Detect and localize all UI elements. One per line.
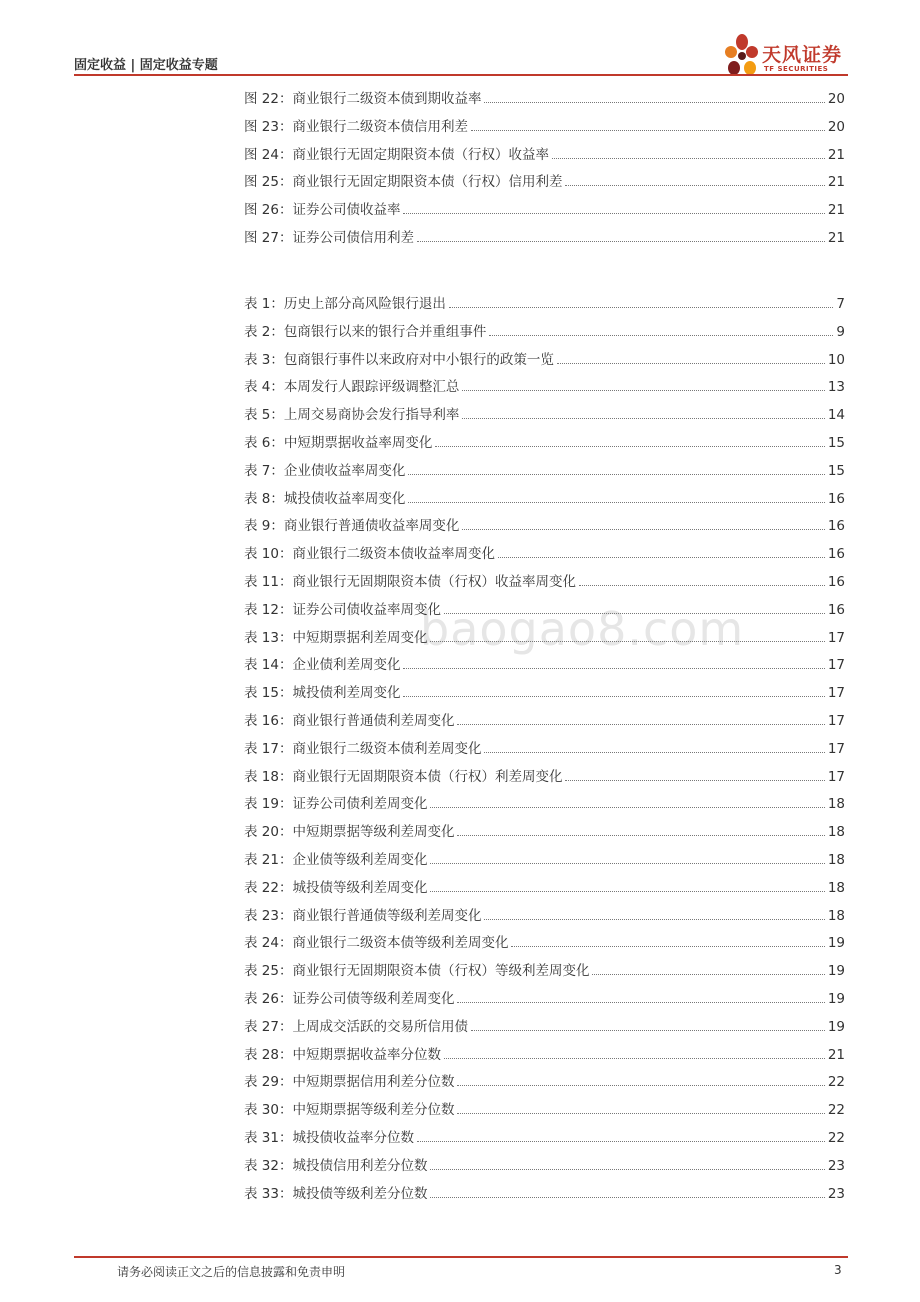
toc-entry[interactable] [244, 375, 845, 395]
toc-entry[interactable] [244, 292, 845, 312]
toc-dot-leader [403, 696, 824, 697]
toc-entry[interactable] [244, 626, 845, 646]
toc-entry-label: 表 22：城投债等级利差周变化 [244, 879, 428, 896]
toc-entry-page: 18 [827, 907, 845, 924]
toc-dot-leader [444, 613, 825, 614]
toc-entry-label: 表 33：城投债等级利差分位数 [244, 1185, 428, 1202]
toc-entry-label: 表 19：证券公司债利差周变化 [244, 796, 428, 813]
toc-dot-leader [457, 835, 824, 836]
toc-entry-label: 表 29：中短期票据信用利差分位数 [244, 1074, 455, 1091]
toc-entry[interactable] [244, 170, 845, 190]
toc-entry-label: 表 8：城投债收益率周变化 [244, 490, 406, 507]
toc-entry-page: 16 [827, 546, 845, 563]
toc-dot-leader [417, 1141, 825, 1142]
toc-entry[interactable] [244, 1182, 845, 1202]
toc-entry[interactable] [244, 820, 845, 840]
toc-entry-page: 17 [827, 740, 845, 757]
toc-entry-page: 15 [827, 435, 845, 451]
toc-entry-label: 图 22：商业银行二级资本债到期收益率 [244, 91, 482, 107]
toc-dot-leader [484, 919, 824, 920]
toc-entry-page: 13 [827, 379, 845, 396]
toc-entry-page: 19 [827, 1018, 845, 1035]
toc-entry[interactable] [244, 709, 845, 729]
toc-entry-page: 23 [827, 1157, 845, 1174]
toc-entry-label: 图 27：证券公司债信用利差 [244, 230, 414, 246]
toc-dot-leader [457, 724, 824, 725]
toc-entry-page: 9 [836, 323, 845, 340]
toc-entry-page: 17 [827, 713, 845, 729]
footer-divider [74, 1256, 848, 1258]
toc-entry-page: 16 [827, 574, 845, 590]
toc-entry-label: 表 28：中短期票据收益率分位数 [244, 1046, 441, 1063]
toc-entry[interactable] [244, 514, 845, 534]
logo-petals-icon [722, 32, 762, 80]
toc-entry[interactable] [244, 143, 845, 163]
watermark: baogao8.com [420, 602, 745, 656]
toc-entry-label: 表 7：企业债收益率周变化 [244, 462, 406, 479]
toc-entry-label: 表 24：商业银行二级资本债等级利差周变化 [244, 935, 509, 952]
toc-entry[interactable] [244, 1098, 845, 1118]
toc-entry-label: 表 25：商业银行无固期限资本债（行权）等级利差周变化 [244, 963, 590, 980]
toc-entry-label: 表 32：城投债信用利差分位数 [244, 1157, 428, 1174]
toc-dot-leader [557, 363, 825, 364]
toc-entry[interactable] [244, 1015, 845, 1035]
toc-dot-leader [498, 557, 825, 558]
toc-entry-label: 表 1：历史上部分高风险银行退出 [244, 296, 446, 312]
toc-entry-page: 22 [827, 1074, 845, 1091]
toc-entry[interactable] [244, 198, 845, 218]
toc-dot-leader [552, 158, 825, 159]
toc-entry-page: 19 [827, 991, 845, 1007]
toc-entry[interactable] [244, 459, 845, 479]
toc-dot-leader [430, 807, 824, 808]
toc-entry-page: 21 [827, 202, 845, 219]
toc-dot-leader [430, 1169, 824, 1170]
header-section-label: 固定收益 | 固定收益专题 [74, 58, 218, 73]
toc-entry-page: 22 [827, 1102, 845, 1119]
toc-entry-page: 19 [827, 963, 845, 980]
toc-dot-leader [484, 102, 824, 103]
toc-dot-leader [417, 241, 825, 242]
toc-entry[interactable] [244, 487, 845, 507]
toc-entry-page: 16 [827, 490, 845, 507]
toc-entry-page: 7 [836, 296, 845, 312]
toc-dot-leader [565, 780, 824, 781]
toc-entry[interactable] [244, 765, 845, 785]
toc-dot-leader [462, 390, 824, 391]
toc-entry[interactable] [244, 904, 845, 924]
toc-dot-leader [449, 307, 834, 308]
toc-entry[interactable] [244, 959, 845, 979]
toc-entry-page: 18 [827, 824, 845, 841]
toc-entry[interactable] [244, 226, 845, 246]
toc-entry-label: 表 17：商业银行二级资本债利差周变化 [244, 740, 482, 757]
toc-entry[interactable] [244, 431, 845, 451]
toc-entry-page: 21 [827, 146, 845, 163]
toc-dot-leader [489, 335, 833, 336]
toc-dot-leader [430, 863, 824, 864]
toc-entry[interactable] [244, 115, 845, 135]
toc-entry-page: 18 [827, 796, 845, 813]
toc-dot-leader [457, 1085, 824, 1086]
toc-entry[interactable] [244, 1043, 845, 1063]
toc-entry-label: 表 4：本周发行人跟踪评级调整汇总 [244, 379, 460, 396]
toc-entry-label: 表 9：商业银行普通债收益率周变化 [244, 518, 460, 535]
toc-dot-leader [430, 1197, 824, 1198]
toc-entry[interactable] [244, 987, 845, 1007]
toc-entry-page: 14 [827, 407, 845, 424]
toc-entry[interactable] [244, 1126, 845, 1146]
toc-entry[interactable] [244, 598, 845, 618]
toc-entry-label: 表 31：城投债收益率分位数 [244, 1130, 414, 1146]
toc-entry-label: 图 26：证券公司债收益率 [244, 202, 401, 219]
toc-dot-leader [435, 446, 824, 447]
toc-entry[interactable] [244, 570, 845, 590]
toc-entry[interactable] [244, 320, 845, 340]
toc-entry-page: 17 [827, 629, 845, 646]
toc-entry-page: 23 [827, 1185, 845, 1202]
toc-entry-label: 表 23：商业银行普通债等级利差周变化 [244, 907, 482, 924]
toc-dot-leader [457, 1002, 824, 1003]
toc-dot-leader [462, 418, 824, 419]
toc-entry[interactable] [244, 848, 845, 868]
toc-entry-page: 17 [827, 768, 845, 785]
toc-entry[interactable] [244, 931, 845, 951]
toc-entry-page: 16 [827, 601, 845, 618]
toc-entry-label: 表 30：中短期票据等级利差分位数 [244, 1102, 455, 1119]
toc-entry-label: 表 16：商业银行普通债利差周变化 [244, 713, 455, 729]
toc-entry-label: 表 20：中短期票据等级利差周变化 [244, 824, 455, 841]
company-logo [722, 32, 852, 80]
toc-entry[interactable] [244, 792, 845, 812]
toc-entry-page: 17 [827, 685, 845, 702]
toc-entry-page: 22 [827, 1130, 845, 1146]
toc-entry-page: 18 [827, 852, 845, 868]
toc-dot-leader [565, 185, 824, 186]
toc-entry-label: 图 24：商业银行无固定期限资本债（行权）收益率 [244, 146, 549, 163]
toc-dot-leader [444, 1058, 825, 1059]
toc-entry[interactable] [244, 653, 845, 673]
footer-disclaimer: 请务必阅读正文之后的信息披露和免责申明 [117, 1265, 346, 1279]
toc-entry[interactable] [244, 1154, 845, 1174]
toc-dot-leader [592, 974, 824, 975]
toc-entry-label: 表 11：商业银行无固期限资本债（行权）收益率周变化 [244, 574, 576, 590]
toc-entry-label: 表 12：证券公司债收益率周变化 [244, 601, 441, 618]
toc-dot-leader [430, 891, 824, 892]
toc-entry-label: 表 10：商业银行二级资本债收益率周变化 [244, 546, 495, 563]
toc-entry[interactable] [244, 737, 845, 757]
toc-dot-leader [462, 529, 824, 530]
toc-entry-page: 16 [827, 518, 845, 535]
toc-dot-leader [430, 641, 824, 642]
logo-name: 天风证券 [762, 44, 843, 66]
toc-dot-leader [484, 752, 824, 753]
toc-entry-label: 图 25：商业银行无固定期限资本债（行权）信用利差 [244, 174, 563, 191]
toc-dot-leader [403, 213, 824, 214]
toc-entry-label: 表 13：中短期票据利差周变化 [244, 629, 428, 646]
toc-dot-leader [403, 668, 824, 669]
toc-entry-page: 20 [827, 91, 845, 107]
toc-entry[interactable] [244, 1070, 845, 1090]
toc-entry-label: 表 26：证券公司债等级利差周变化 [244, 991, 455, 1007]
toc-dot-leader [579, 585, 825, 586]
toc-entry-label: 表 2：包商银行以来的银行合并重组事件 [244, 323, 487, 340]
toc-entry-page: 10 [827, 351, 845, 368]
toc-entry[interactable] [244, 348, 845, 368]
toc-entry[interactable] [244, 542, 845, 562]
toc-entry-page: 21 [827, 174, 845, 191]
toc-entry-page: 21 [827, 230, 845, 246]
logo-subtitle: TF SECURITIES [764, 65, 829, 73]
toc-entry[interactable] [244, 87, 845, 107]
toc-entry[interactable] [244, 681, 845, 701]
toc-dot-leader [511, 946, 824, 947]
toc-dot-leader [471, 130, 825, 131]
toc-entry[interactable] [244, 403, 845, 423]
toc-entry-label: 表 27：上周成交活跃的交易所信用债 [244, 1018, 468, 1035]
toc-entry-page: 18 [827, 879, 845, 896]
toc-entry-label: 表 14：企业债利差周变化 [244, 657, 401, 674]
page-number: 3 [834, 1263, 842, 1277]
toc-entry-label: 表 3：包商银行事件以来政府对中小银行的政策一览 [244, 351, 554, 368]
toc-dot-leader [408, 474, 824, 475]
toc-entry-page: 15 [827, 462, 845, 479]
toc-entry-label: 表 18：商业银行无固期限资本债（行权）利差周变化 [244, 768, 563, 785]
toc-entry-label: 表 6：中短期票据收益率周变化 [244, 435, 433, 451]
toc-dot-leader [457, 1113, 824, 1114]
toc-entry-label: 表 15：城投债利差周变化 [244, 685, 401, 702]
toc-dot-leader [408, 502, 824, 503]
toc-dot-leader [471, 1030, 825, 1031]
toc-entry-page: 21 [827, 1046, 845, 1063]
toc-entry-label: 表 5：上周交易商协会发行指导利率 [244, 407, 460, 424]
header-divider [74, 74, 848, 76]
toc-entry[interactable] [244, 876, 845, 896]
toc-entry-label: 表 21：企业债等级利差周变化 [244, 852, 428, 868]
toc-entry-page: 17 [827, 657, 845, 674]
toc-entry-page: 20 [827, 118, 845, 135]
toc-entry-page: 19 [827, 935, 845, 952]
toc-entry-label: 图 23：商业银行二级资本债信用利差 [244, 118, 468, 135]
